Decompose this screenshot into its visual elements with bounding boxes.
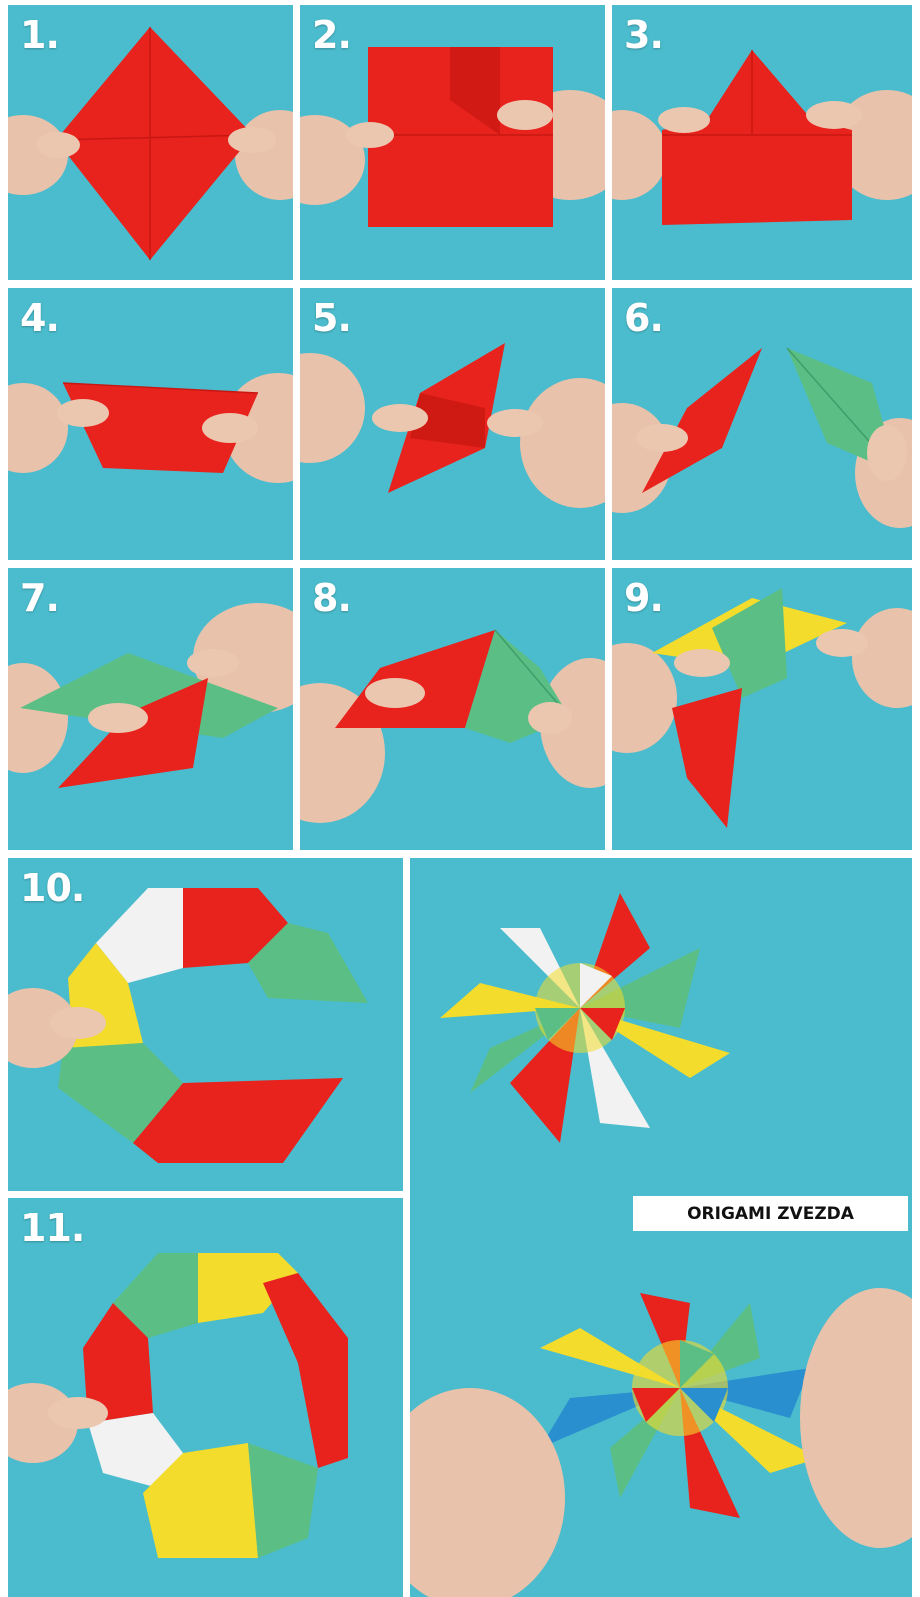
step-4-panel [8,288,293,560]
step-11-photo [8,1198,403,1597]
result-panel [410,858,912,1597]
hand-right [800,1288,912,1548]
step-6-panel [612,288,912,560]
step-11-panel [8,1198,403,1597]
step-3-panel [612,5,912,280]
step-number: 4. [20,296,59,340]
step-9-panel [612,568,912,850]
step-number: 7. [20,576,59,620]
step-number: 11. [20,1206,85,1250]
step-number: 10. [20,866,85,910]
step-number: 9. [624,576,663,620]
result-caption: ORIGAMI ZVEZDA [633,1196,908,1231]
step-7-panel [8,568,293,850]
step-2-panel [300,5,605,280]
step-8-panel [300,568,605,850]
step-number: 5. [312,296,351,340]
step-number: 3. [624,13,663,57]
step-5-panel [300,288,605,560]
step-number: 1. [20,13,59,57]
step-number: 8. [312,576,351,620]
step-1-panel [8,5,293,280]
step-10-panel [8,858,403,1191]
finished-star-top [440,893,730,1143]
step-number: 2. [312,13,351,57]
step-number: 6. [624,296,663,340]
hand-left [410,1388,565,1597]
finished-star-bottom [540,1293,820,1518]
